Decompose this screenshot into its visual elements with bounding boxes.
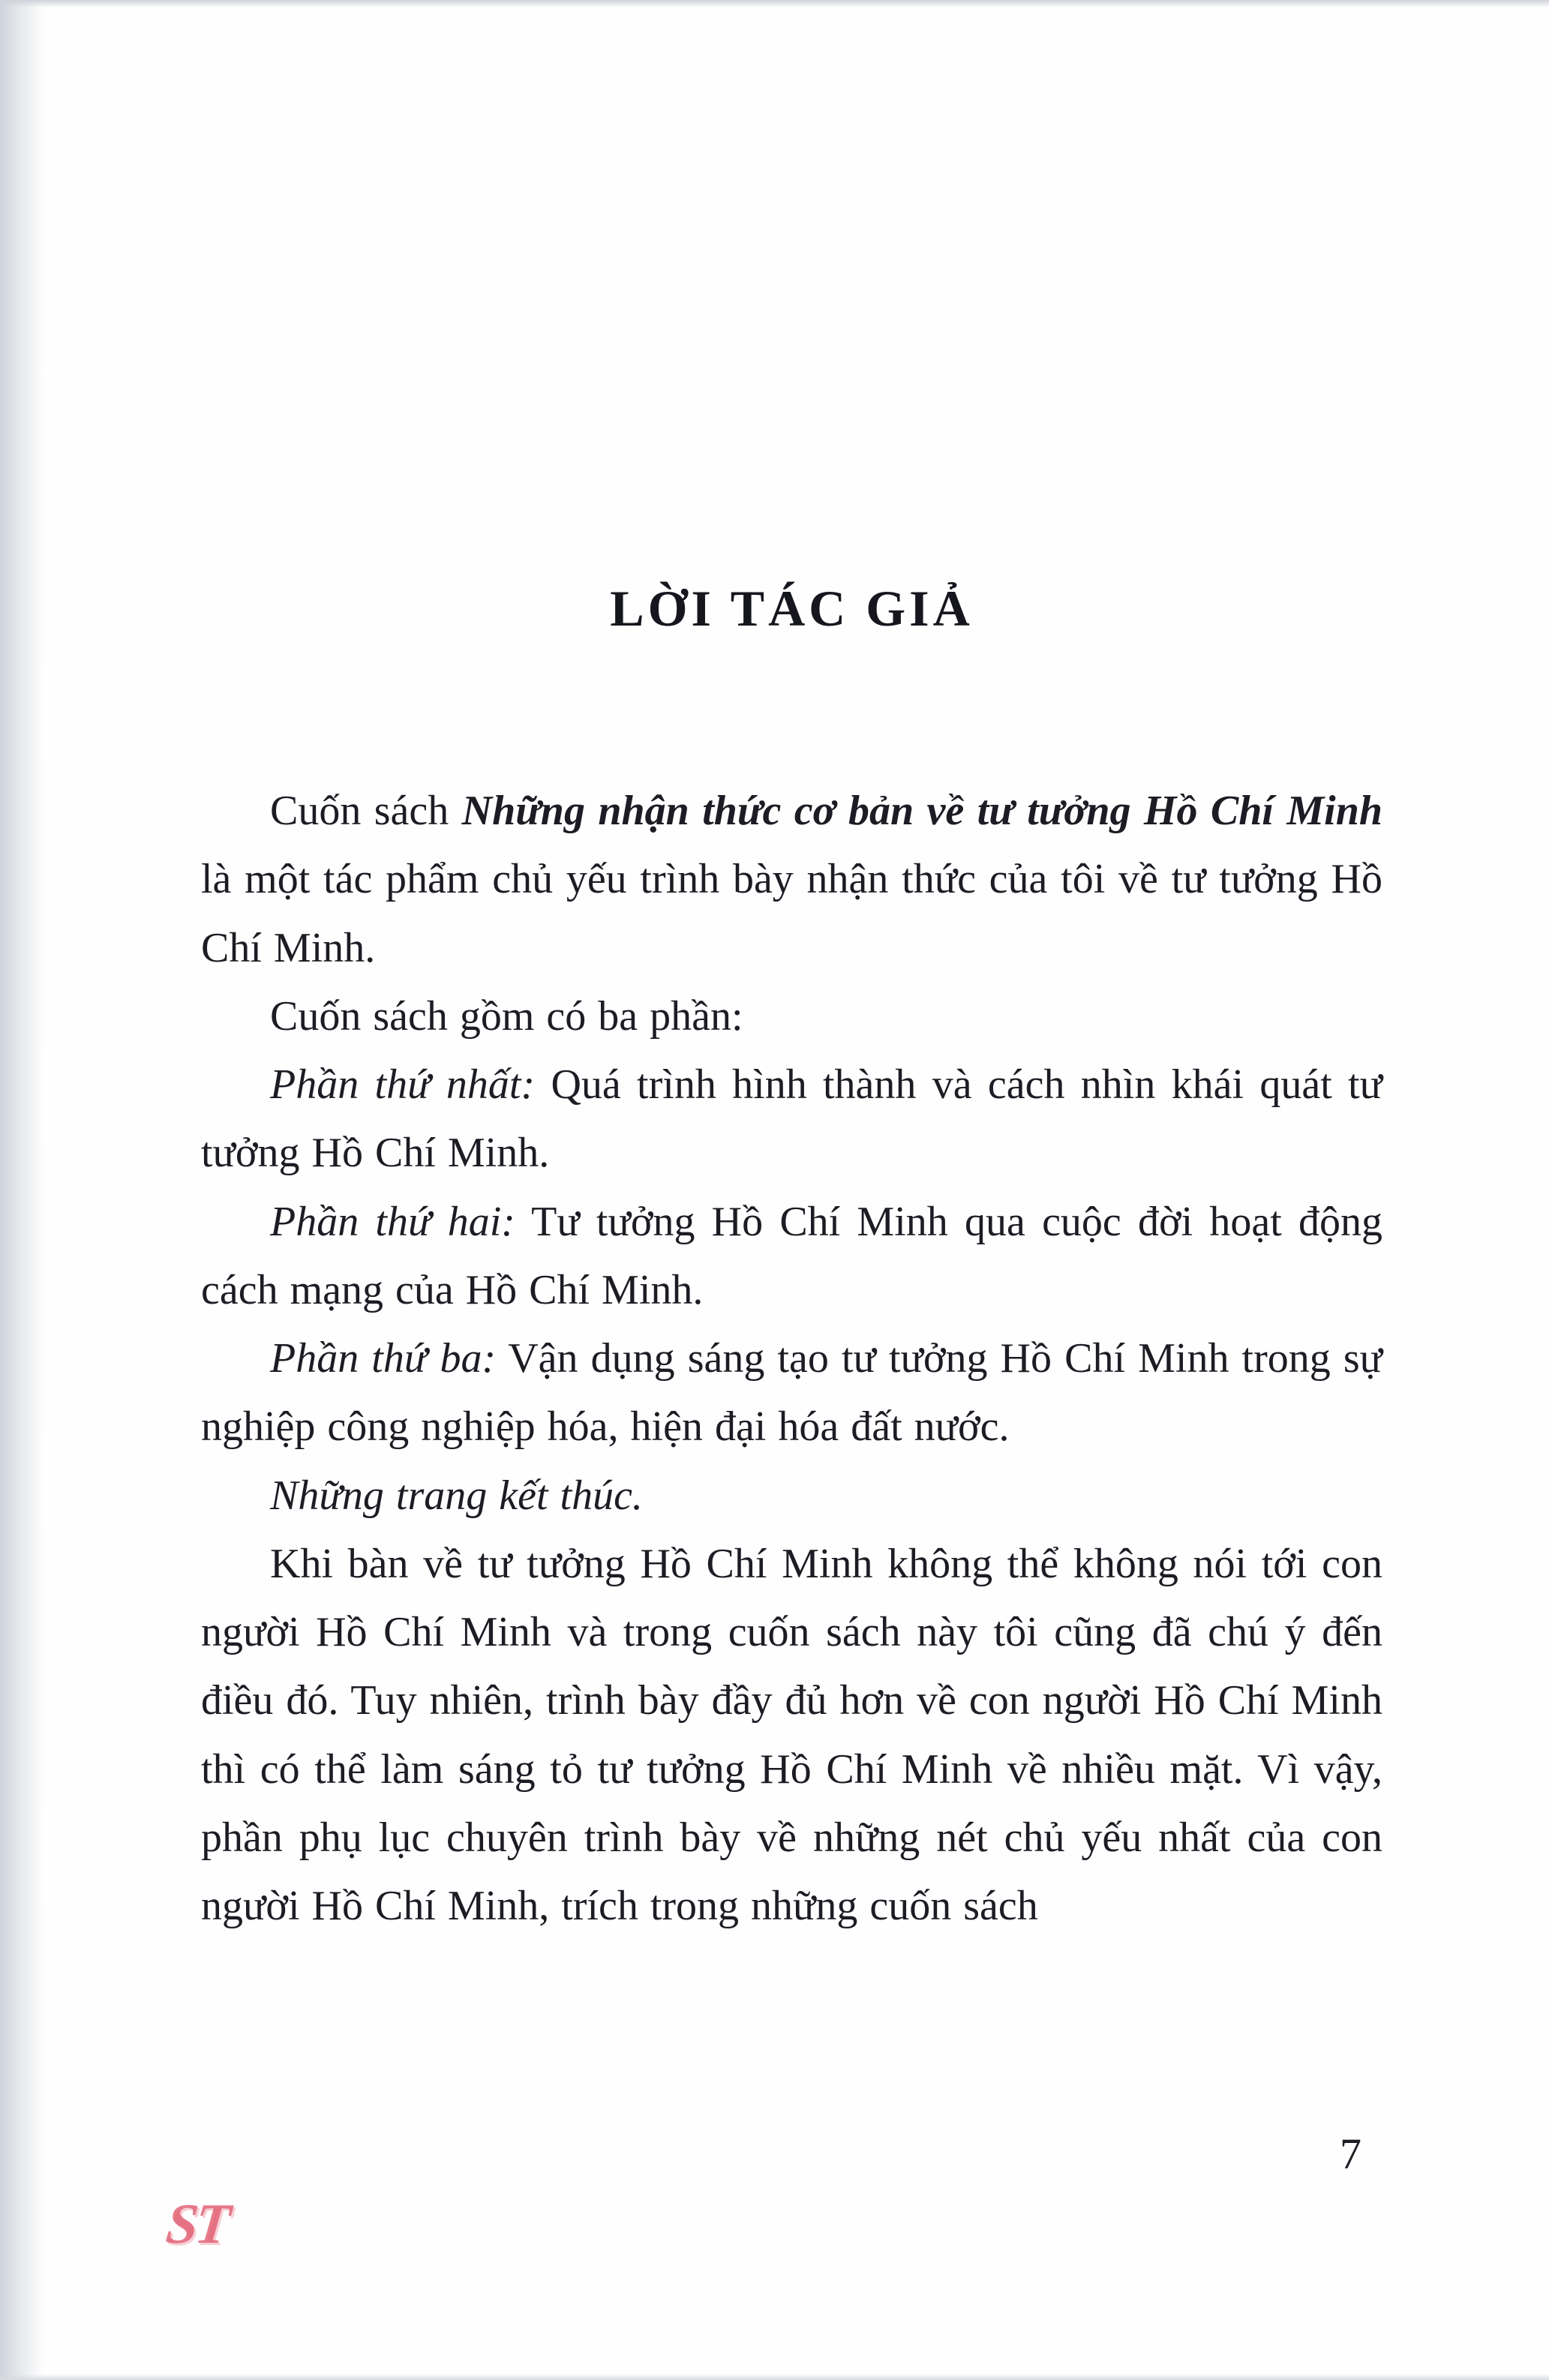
- text-run: Tư tưởng Hồ Chí Minh qua cuộc đời hoạt động cách mạng của Hồ Chí Minh.: [201, 1198, 1383, 1313]
- paragraphs-container: [201, 777, 1382, 1941]
- text-run-emphasis: Phần thứ ba:: [270, 1335, 497, 1382]
- paragraph: [201, 1325, 1382, 1462]
- paragraph: [201, 1530, 1382, 1941]
- paragraph: [201, 1188, 1382, 1325]
- scan-edge-left: [0, 0, 44, 2380]
- text-run-emphasis: Phần thứ hai:: [270, 1198, 515, 1245]
- text-run: là một tác phẩm chủ yếu trình bày nhận thức của tôi về tư tưởng Hồ Chí Minh.: [201, 856, 1382, 971]
- paragraph: [201, 1462, 1382, 1530]
- text-run-emphasis: Những trang kết thúc.: [270, 1472, 643, 1519]
- scan-edge-top: [0, 0, 1549, 8]
- text-run-emphasis: Những nhận thức cơ bản về tư tưởng Hồ Chí Minh: [461, 788, 1382, 834]
- page-title: LỜI TÁC GIẢ: [610, 580, 974, 637]
- text-run: Quá trình hình thành và cách nhìn khái quát tư tưởng Hồ Chí Minh.: [201, 1061, 1382, 1177]
- text-run-emphasis: Phần thứ nhất:: [270, 1061, 536, 1109]
- st-watermark: ST: [163, 2192, 231, 2255]
- paragraph: [201, 983, 1382, 1051]
- page-number: 7: [1340, 2129, 1361, 2178]
- paragraph: [201, 777, 1382, 983]
- text-run: Cuốn sách: [270, 788, 462, 834]
- paragraph: [201, 1051, 1382, 1188]
- scan-edge-bottom: [0, 2374, 1549, 2380]
- text-run: Cuốn sách gồm có ba phần:: [270, 992, 743, 1040]
- page-content: [201, 579, 1382, 1941]
- text-run: Vận dụng sáng tạo tư tưởng Hồ Chí Minh trong sự nghiệp công nghiệp hóa, hiện đại hóa đất nước.: [201, 1335, 1382, 1451]
- text-run: Khi bàn về tư tưởng Hồ Chí Minh không thể không nói tới con người Hồ Chí Minh và trong cuốn sách này tôi cũng đã chú ý đến điều đó. Tuy nhiên, trình bày đầy đủ hơn về con người Hồ Chí Minh thì có thể làm sáng tỏ tư tưởng Hồ Chí Minh về nhiều mặt. Vì vậy, phần phụ lục chuyên trình bày về những nét chủ yếu nhất của con người Hồ Chí Minh, trích trong những cuốn sách: [201, 1540, 1382, 1930]
